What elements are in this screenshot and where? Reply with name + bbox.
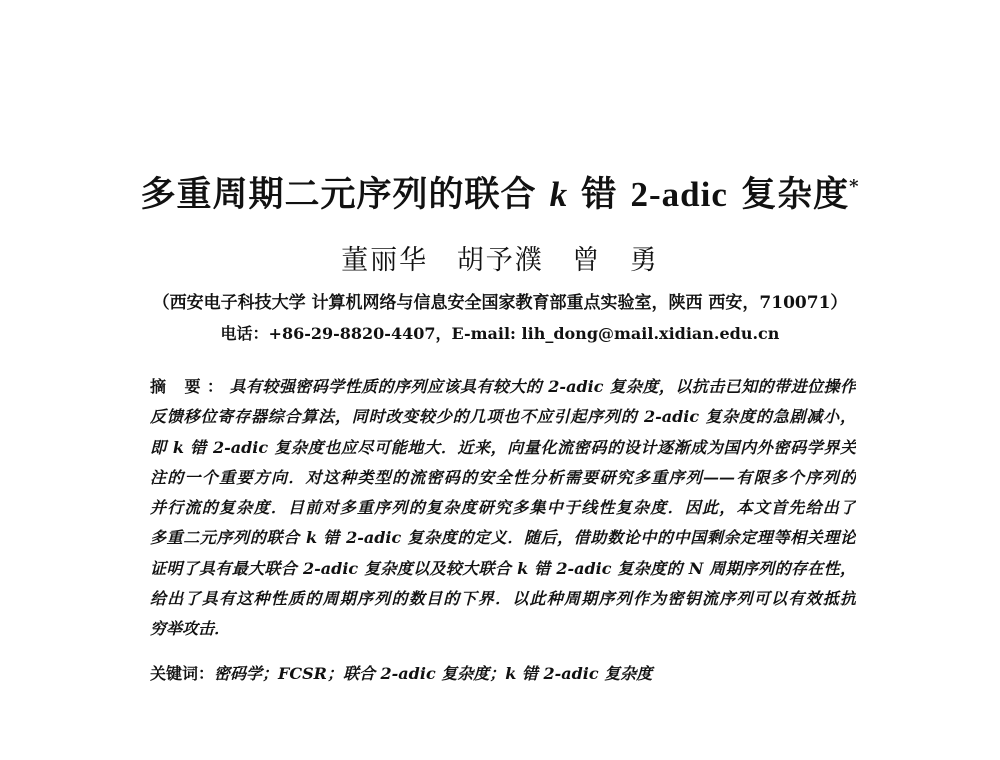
title-footnote-mark: * [849,176,860,197]
title-part-chinese: 多重周期二元序列的联合 [140,174,550,215]
abstract-line: 穷举攻击． [150,619,231,639]
title-k-variable: k [549,175,569,214]
abstract [150,372,856,645]
abstract-line: 并行流的复杂度．目前对多重序列的复杂度研究多集中于线性复杂度．因此，本文首先给出了 [150,498,856,518]
paper-title [0,172,1000,218]
abstract-line: 反馈移位寄存器综合算法，同时改变较少的几项也不应引起序列的 2-adic 复杂度的急剧减小， [150,407,856,427]
abstract-line [150,372,856,402]
paper-affiliation: （西安电子科技大学 计算机网络与信息安全国家教育部重点实验室，陕西 西安，710071） [152,293,848,313]
abstract-line: 证明了具有最大联合 2-adic 复杂度以及较大联合 k 错 2-adic 复杂度的 N 周期序列的存在性， [150,558,856,578]
title-part-2adic: 2-adic [630,175,728,214]
keywords-label: 关键词： [150,664,215,683]
abstract-line: 注的一个重要方向．对这种类型的流密码的安全性分析需要研究多重序列——有限多个序列的 [150,467,856,487]
keywords-text: 密码学；FCSR；联合 2-adic 复杂度；k 错 2-adic 复杂度 [214,664,653,683]
title-part-complexity: 复杂度 [727,174,850,215]
abstract-line: 即 k 错 2-adic 复杂度也应尽可能地大．近来，向量化流密码的设计逐渐成为国内外密码学界关 [150,437,856,457]
keywords [150,661,856,687]
abstract-label: 摘 要： [150,377,230,396]
title-part-error: 错 [568,174,631,215]
paper-authors: 董丽华 胡予濮 曾 勇 [341,245,659,276]
abstract-line: 多重二元序列的联合 k 错 2-adic 复杂度的定义．随后，借助数论中的中国剩余定理等相关理论 [150,528,856,548]
paper-contact: 电话：+86-29-8820-4407，E-mail: lih_dong@mail.xidian.edu.cn [220,324,780,343]
abstract-line: 给出了具有这种性质的周期序列的数目的下界．以此种周期序列作为密钥流序列可以有效抵抗 [150,589,856,609]
abstract-line-text: 具有较强密码学性质的序列应该具有较大的 2-adic 复杂度，以抗击已知的带进位操作 [229,377,856,396]
